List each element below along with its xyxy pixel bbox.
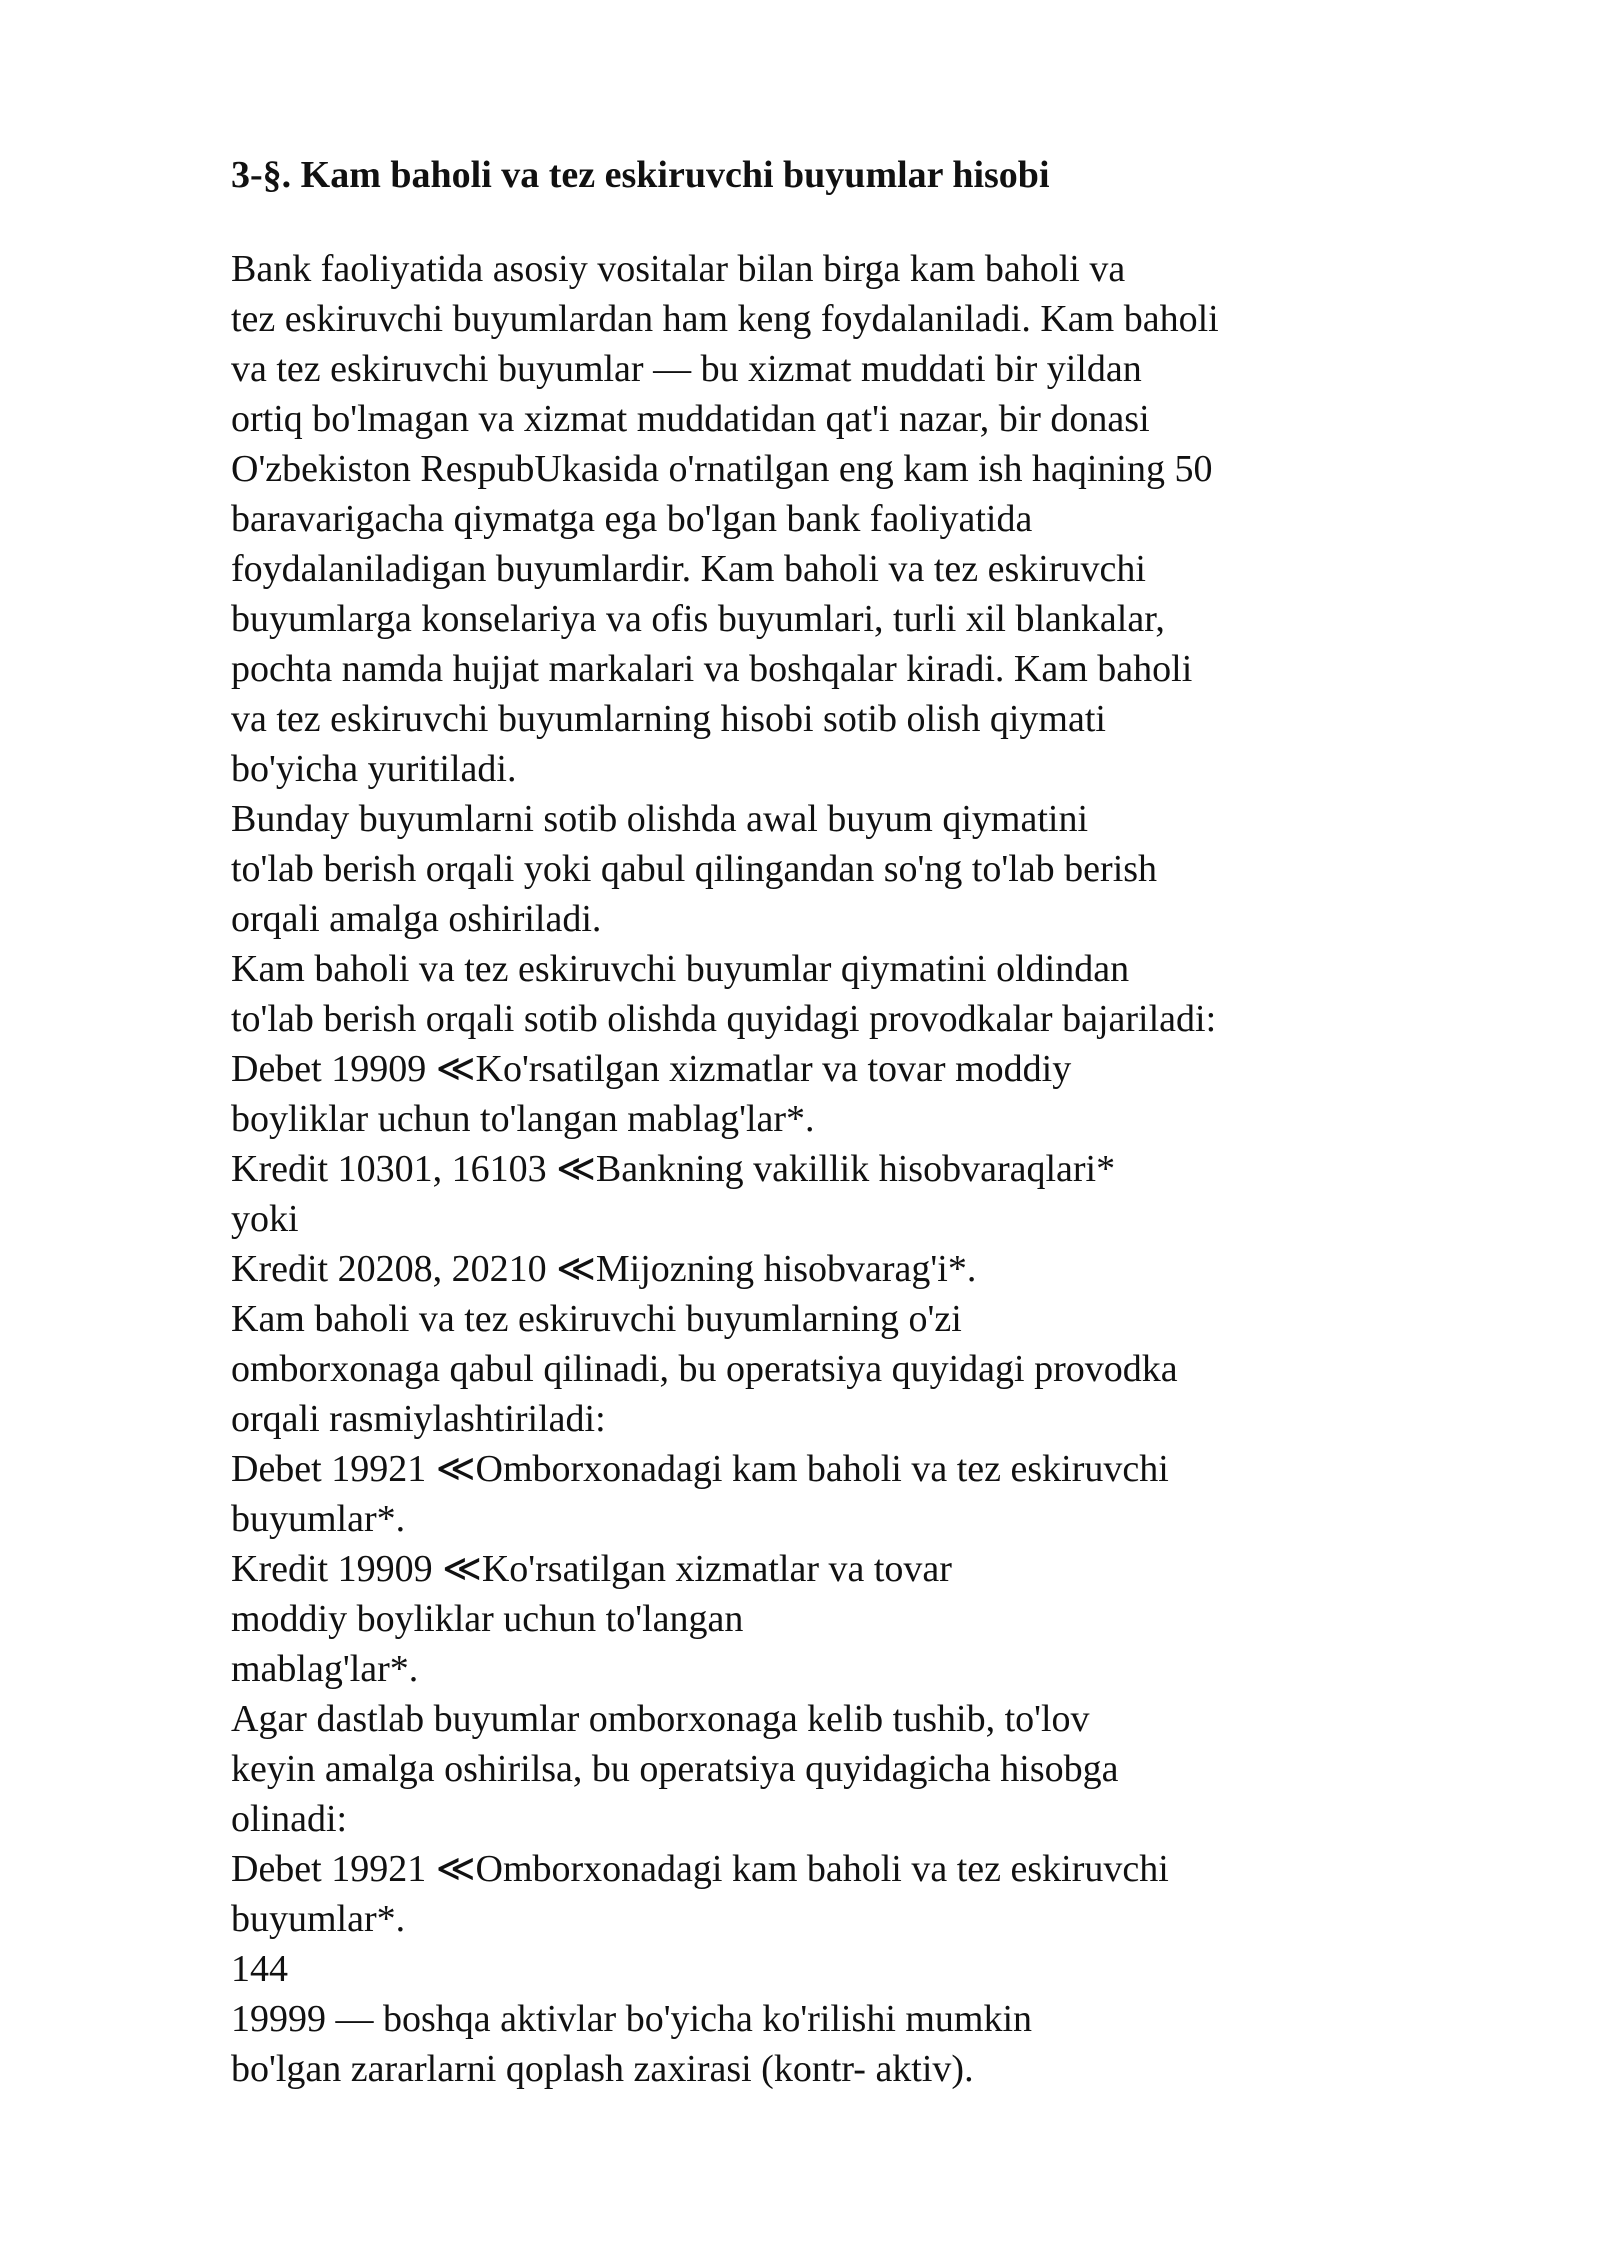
text-line: bo'yicha yuritiladi.	[231, 748, 517, 790]
text-line: Bunday buyumlarni sotib olishda awal buyum qiymatini	[231, 798, 1089, 840]
text-line: Kam baholi va tez eskiruvchi buyumlarning o'zi	[231, 1298, 962, 1340]
text-line: orqali amalga oshiriladi.	[231, 898, 602, 940]
text-line: boyliklar uchun to'langan mablag'lar*.	[231, 1098, 815, 1140]
text-line: 144	[231, 1948, 288, 1990]
text-line: pochta namda hujjat markalari va boshqalar kiradi. Kam baholi	[231, 648, 1193, 690]
text-line: mablag'lar*.	[231, 1648, 419, 1690]
text-line: Debet 19921 ≪Omborxonadagi kam baholi va tez eskiruvchi	[231, 1848, 1169, 1890]
text-line: Kredit 20208, 20210 ≪Mijozning hisobvarag'i*.	[231, 1248, 977, 1290]
text-line: Debet 19909 ≪Ko'rsatilgan xizmatlar va tovar moddiy	[231, 1048, 1072, 1090]
text-line: Bank faoliyatida asosiy vositalar bilan birga kam baholi va	[231, 248, 1126, 290]
text-line: to'lab berish orqali yoki qabul qilingandan so'ng to'lab berish	[231, 848, 1158, 890]
text-line: Kredit 10301, 16103 ≪Bankning vakillik hisobvaraqlari*	[231, 1148, 1116, 1190]
text-line: va tez eskiruvchi buyumlarning hisobi sotib olish qiymati	[231, 698, 1106, 740]
text-line: va tez eskiruvchi buyumlar — bu xizmat muddati bir yildan	[231, 348, 1142, 390]
text-line: ortiq bo'lmagan va xizmat muddatidan qat'i nazar, bir donasi	[231, 398, 1150, 440]
text-line: to'lab berish orqali sotib olishda quyidagi provodkalar bajariladi:	[231, 998, 1217, 1040]
text-line: moddiy boyliklar uchun to'langan	[231, 1598, 744, 1640]
text-line: omborxonaga qabul qilinadi, bu operatsiya quyidagi provodka	[231, 1348, 1178, 1390]
text-line: orqali rasmiylashtiriladi:	[231, 1398, 606, 1440]
text-line: tez eskiruvchi buyumlardan ham keng foydalaniladi. Kam baholi	[231, 298, 1219, 340]
text-line: 19999 — boshqa aktivlar bo'yicha ko'rilishi mumkin	[231, 1998, 1033, 2040]
text-line: Kam baholi va tez eskiruvchi buyumlar qiymatini oldindan	[231, 948, 1130, 990]
text-line: olinadi:	[231, 1798, 348, 1840]
section-heading: 3-§. Kam baholi va tez eskiruvchi buyumlar hisobi	[231, 154, 1050, 196]
text-line: Kredit 19909 ≪Ko'rsatilgan xizmatlar va tovar	[231, 1548, 952, 1590]
text-line: bo'lgan zararlarni qoplash zaxirasi (kontr- aktiv).	[231, 2048, 974, 2090]
text-line: keyin amalga oshirilsa, bu operatsiya quyidagicha hisobga	[231, 1748, 1119, 1790]
text-line: yoki	[231, 1198, 299, 1240]
body-text	[231, 244, 1481, 2094]
text-line: buyumlar*.	[231, 1498, 406, 1540]
text-line: buyumlar*.	[231, 1898, 406, 1940]
text-line: buyumlarga konselariya va ofis buyumlari, turli xil blankalar,	[231, 598, 1165, 640]
text-line: baravarigacha qiymatga ega bo'lgan bank faoliyatida	[231, 498, 1033, 540]
text-line: Agar dastlab buyumlar omborxonaga kelib tushib, to'lov	[231, 1698, 1090, 1740]
document-page	[231, 150, 1481, 2094]
text-line: Debet 19921 ≪Omborxonadagi kam baholi va tez eskiruvchi	[231, 1448, 1169, 1490]
text-line: O'zbekiston RespubUkasida o'rnatilgan eng kam ish haqining 50	[231, 448, 1213, 490]
text-line: foydalaniladigan buyumlardir. Kam baholi va tez eskiruvchi	[231, 548, 1146, 590]
